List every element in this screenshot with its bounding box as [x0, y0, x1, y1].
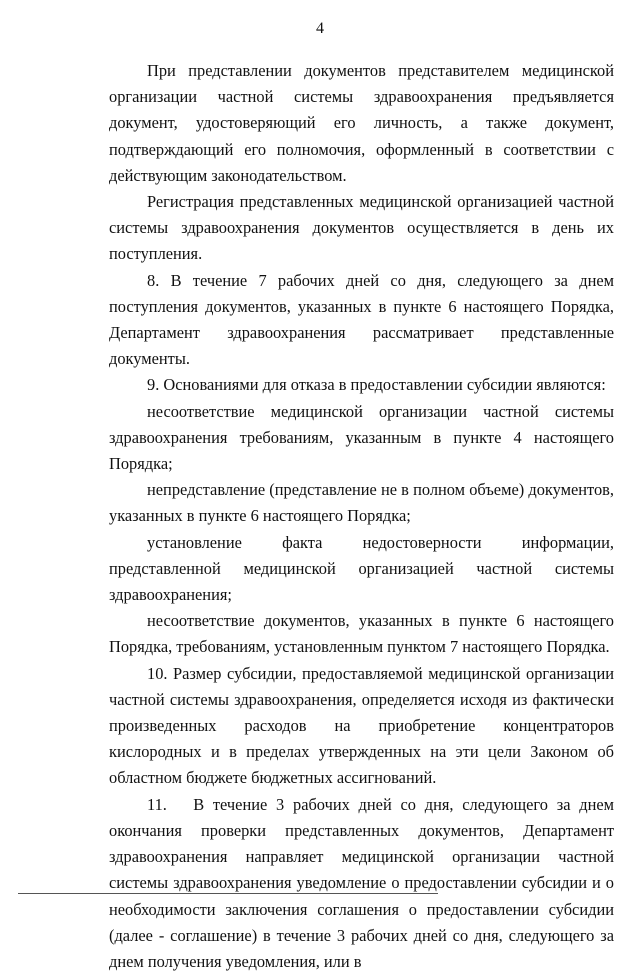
paragraph-clause-9: 9. Основаниями для отказа в предоставлении субсидии являются: — [147, 375, 606, 395]
paragraph-registration: Регистрация представленных медицинской организацией частной системы здравоохранения документов осуществляется в день их поступления. — [109, 192, 614, 264]
footer-divider — [18, 893, 438, 894]
paragraph-refusal-ground-2: непредставление (представление не в полном объеме) документов, указанных в пункте 6 настоящего Порядка; — [109, 480, 614, 526]
paragraph-clause-10: 10. Размер субсидии, предоставляемой медицинской организации частной системы здравоохранения, определяется исходя из фактически произведенных расходов на приобретение концентраторов кислородных и в пределах утвержденных на эти цели Законом об областном бюджете бюджетных ассигнований. — [109, 663, 614, 788]
document-body — [109, 58, 619, 975]
paragraph-refusal-ground-3: установление факта недостоверности информации, представленной медицинской организацией частной системы здравоохранения; — [109, 532, 614, 605]
paragraph-clause-11: 11. В течение 3 рабочих дней со дня, следующего за днем окончания проверки представленных документов, Департамент здравоохранения направляет медицинской организации частной системы здравоохранения уведомление о предоставлении субсидии и о необходимости заключения соглашения о предоставлении субсидии (далее - соглашение) в течение 3 рабочих дней со дня, следующего за днем получения уведомления, или в — [109, 794, 619, 971]
paragraph-refusal-ground-1: несоответствие медицинской организации частной системы здравоохранения требованиям, указанным в пункте 4 настоящего Порядка; — [109, 401, 614, 474]
paragraph-clause-8: 8. В течение 7 рабочих дней со дня, следующего за днем поступления документов, указанных в пункте 6 настоящего Порядка, Департамент здравоохранения рассматривает представленные документы. — [109, 270, 614, 369]
page-number: 4 — [316, 20, 324, 37]
paragraph-refusal-ground-4: несоответствие документов, указанных в пункте 6 настоящего Порядка, требованиям, установленным пунктом 7 настоящего Порядка. — [109, 611, 614, 657]
paragraph-representative-documents: При представлении документов представителем медицинской организации частной системы здравоохранения предъявляется документ, удостоверяющий его личность, а также документ, подтверждающий его полномочия, оформленный в соответствии с действующим законодательством. — [109, 61, 614, 185]
